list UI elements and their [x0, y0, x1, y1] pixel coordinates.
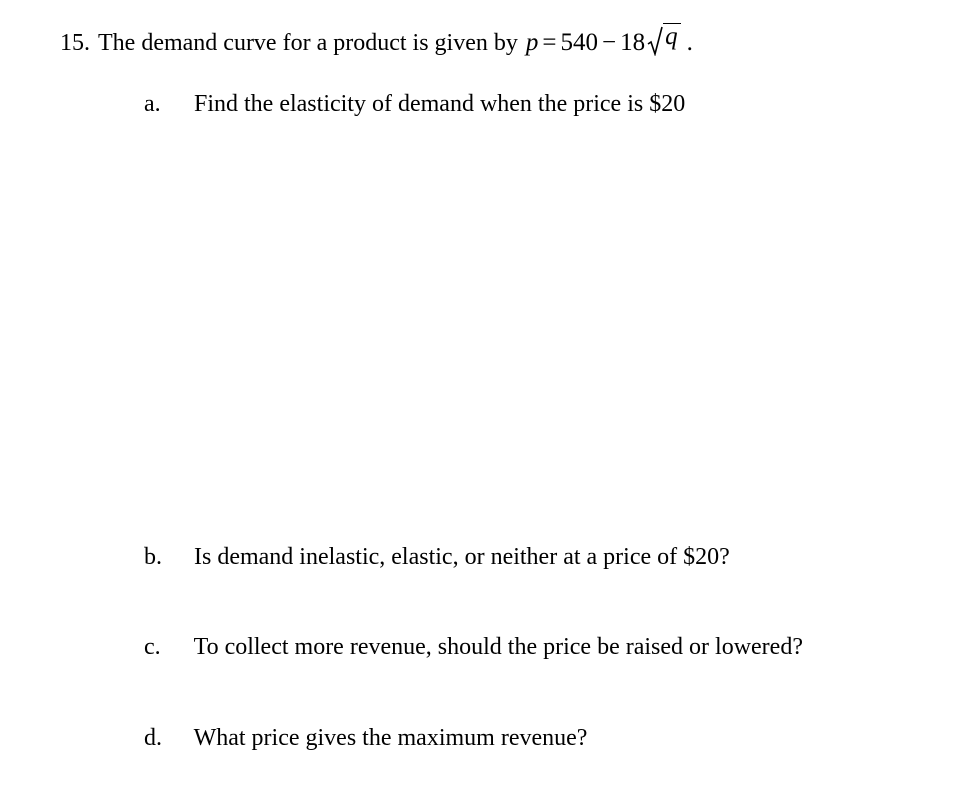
part-b-label: b. [144, 544, 162, 570]
demand-equation [526, 20, 693, 59]
question-number: 15. [60, 30, 90, 56]
equation-period: . [686, 29, 693, 56]
part-d-text: What price gives the maximum revenue? [193, 725, 588, 751]
question-text: The demand curve for a product is given by [98, 30, 518, 56]
part-d [144, 722, 587, 754]
equation-constant: 540 [560, 29, 598, 56]
part-c [144, 631, 803, 663]
equation-minus: − [601, 29, 617, 56]
part-b-text: Is demand inelastic, elastic, or neither at a price of $20? [194, 544, 730, 570]
part-b [144, 541, 730, 573]
part-a [144, 88, 685, 120]
equation-coefficient: 18 [620, 29, 646, 56]
radical-sign-icon [647, 26, 663, 56]
part-a-text: Find the elasticity of demand when the price is $20 [194, 91, 686, 117]
part-c-text: To collect more revenue, should the price be raised or lowered? [193, 634, 803, 660]
part-a-label: a. [144, 91, 161, 117]
equation-equals: = [542, 29, 557, 56]
square-root [647, 20, 681, 50]
question-header [60, 20, 693, 59]
part-c-label: c. [144, 634, 161, 660]
equation-radicand-q: q [663, 23, 681, 50]
equation-variable-p: p [525, 29, 539, 56]
part-d-label: d. [144, 725, 162, 751]
